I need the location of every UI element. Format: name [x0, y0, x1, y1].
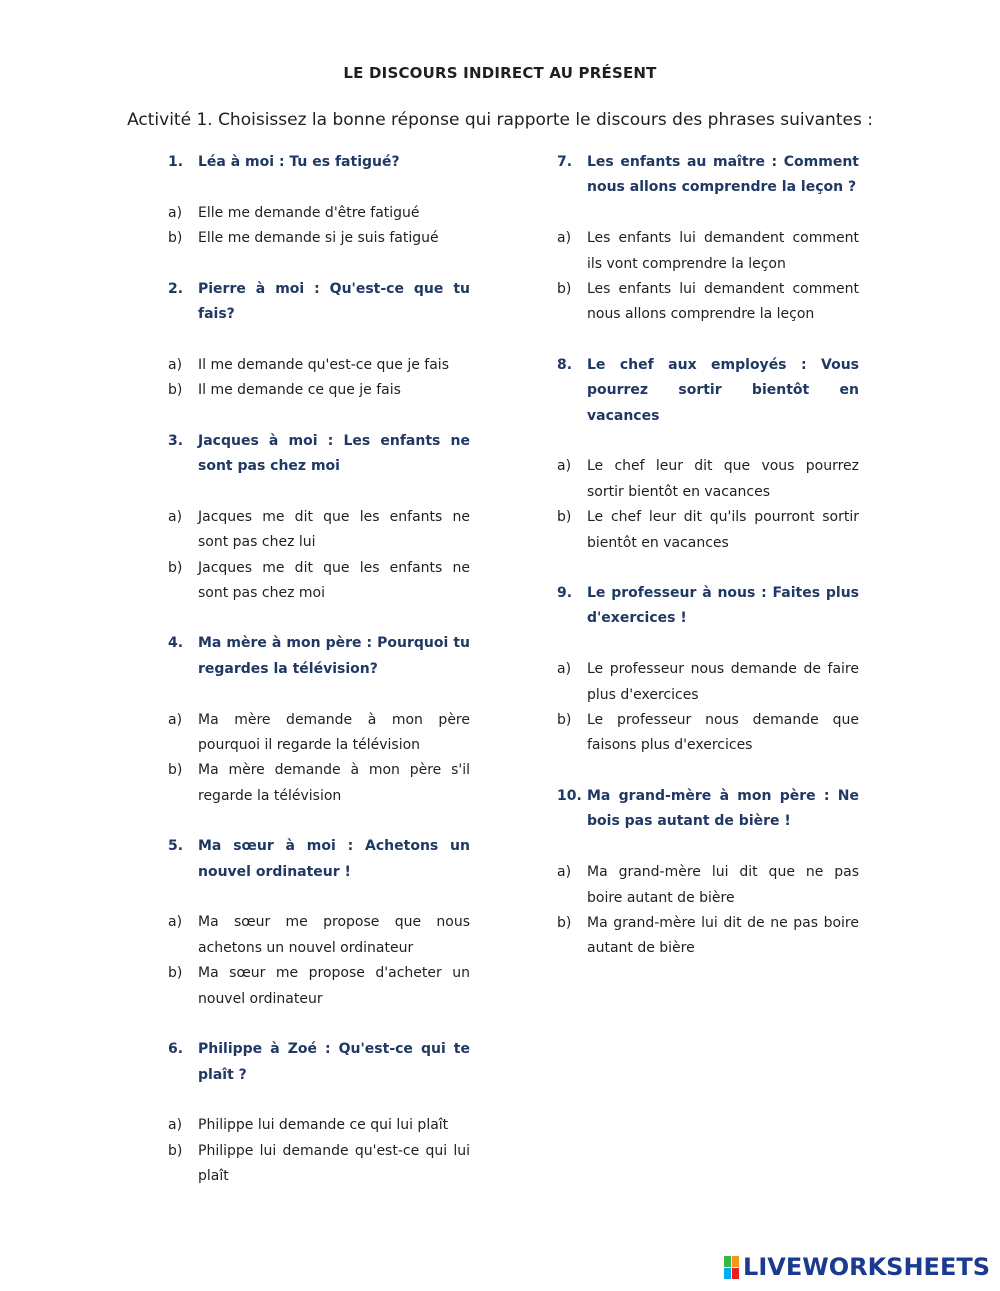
option-b[interactable]: [557, 911, 859, 962]
option-text: Philippe lui demande ce qui lui plaît: [198, 1117, 449, 1134]
option-a[interactable]: [168, 505, 470, 556]
option-b[interactable]: [168, 961, 470, 1012]
logo-block: [724, 1268, 731, 1279]
option-letter: a): [168, 711, 183, 728]
question-number: 10.: [557, 787, 582, 804]
question-heading: [168, 429, 470, 480]
question-block: [557, 581, 859, 759]
question-text: Ma sœur à moi : Achetons un nouvel ordinateur !: [198, 838, 470, 880]
option-a[interactable]: [168, 708, 470, 759]
option-text: Jacques me dit que les enfants ne sont pas chez moi: [198, 559, 470, 602]
option-b[interactable]: [557, 277, 859, 328]
option-a[interactable]: [557, 860, 859, 911]
question-text: Ma grand-mère à mon père : Ne bois pas autant de bière !: [587, 787, 859, 830]
question-block: [168, 1037, 470, 1189]
option-letter: a): [168, 914, 183, 931]
question-number: 7.: [557, 154, 573, 170]
logo-block: [732, 1268, 739, 1279]
question-text: Le chef aux employés : Vous pourrez sortir bientôt en vacances: [587, 356, 859, 424]
question-number: 3.: [168, 432, 184, 449]
question-number: 9.: [557, 585, 573, 602]
option-text: Le professeur nous demande de faire plus d'exercices: [587, 661, 859, 703]
option-b[interactable]: [168, 758, 470, 809]
option-letter: a): [168, 356, 183, 373]
option-letter: a): [168, 508, 183, 525]
activity-instruction: Activité 1. Choisissez la bonne réponse qui rapporte le discours des phrases suivantes :: [127, 110, 873, 130]
option-a[interactable]: [557, 454, 859, 505]
option-letter: a): [557, 864, 572, 881]
question-block: [168, 834, 470, 1012]
logo-block: [732, 1256, 739, 1267]
option-text: Les enfants lui demandent comment nous allons comprendre la leçon: [587, 281, 859, 323]
logo-text: LIVEWORKSHEETS: [743, 1253, 990, 1281]
option-b[interactable]: [168, 1139, 470, 1190]
option-text: Il me demande ce que je fais: [198, 382, 401, 399]
option-b[interactable]: [168, 556, 470, 607]
option-letter: b): [557, 712, 572, 729]
question-block: [168, 277, 470, 404]
question-number: 5.: [168, 838, 184, 855]
option-letter: b): [557, 914, 572, 931]
question-block: [168, 150, 470, 252]
option-text: Ma sœur me propose d'acheter un nouvel ordinateur: [198, 965, 470, 1007]
option-letter: b): [168, 559, 183, 576]
option-letter: b): [168, 762, 183, 779]
question-text: Le professeur à nous : Faites plus d'exercices !: [587, 585, 859, 627]
left-column: [168, 150, 470, 1215]
option-b[interactable]: [557, 708, 859, 759]
question-block: [557, 784, 859, 962]
logo-block: [724, 1256, 731, 1267]
page-title: LE DISCOURS INDIRECT AU PRÉSENT: [343, 64, 657, 82]
question-block: [168, 429, 470, 607]
right-column: [557, 150, 859, 987]
question-number: 2.: [168, 280, 184, 297]
liveworksheets-logo: [724, 1253, 990, 1281]
option-b[interactable]: [168, 378, 470, 403]
question-text: Jacques à moi : Les enfants ne sont pas chez moi: [198, 432, 470, 475]
option-a[interactable]: [557, 657, 859, 708]
option-text: Les enfants lui demandent comment ils vont comprendre la leçon: [587, 230, 859, 272]
question-text: Ma mère à mon père : Pourquoi tu regardes la télévision?: [198, 635, 470, 677]
option-text: Le chef leur dit qu'ils pourront sortir bientôt en vacances: [587, 509, 859, 551]
option-letter: b): [168, 965, 183, 982]
question-heading: [557, 353, 859, 429]
question-text: Philippe à Zoé : Qu'est-ce qui te plaît ?: [198, 1041, 470, 1083]
option-text: Le professeur nous demande que faisons plus d'exercices: [587, 712, 859, 754]
option-letter: a): [557, 230, 572, 247]
question-text: Pierre à moi : Qu'est-ce que tu fais?: [198, 280, 470, 323]
question-heading: [557, 581, 859, 632]
question-heading: [168, 150, 470, 175]
option-letter: a): [168, 204, 183, 221]
question-number: 8.: [557, 356, 573, 373]
question-number: 4.: [168, 635, 184, 652]
question-heading: [168, 277, 470, 328]
option-text: Le chef leur dit que vous pourrez sortir bientôt en vacances: [587, 458, 859, 500]
option-text: Ma grand-mère lui dit de ne pas boire autant de bière: [587, 914, 859, 957]
option-text: Ma mère demande à mon père s'il regarde la télévision: [198, 762, 470, 804]
logo-icon: [724, 1256, 739, 1279]
option-text: Jacques me dit que les enfants ne sont pas chez lui: [198, 508, 470, 551]
option-letter: b): [557, 509, 572, 526]
option-text: Ma grand-mère lui dit que ne pas boire autant de bière: [587, 864, 859, 906]
option-a[interactable]: [168, 1113, 470, 1138]
question-number: 1.: [168, 154, 184, 170]
question-text: Les enfants au maître : Comment nous allons comprendre la leçon ?: [587, 154, 859, 196]
option-letter: b): [168, 230, 183, 247]
option-a[interactable]: [168, 201, 470, 226]
option-text: Philippe lui demande qu'est-ce qui lui plaît: [198, 1142, 470, 1185]
option-letter: b): [168, 1142, 183, 1159]
option-text: Ma mère demande à mon père pourquoi il regarde la télévision: [198, 711, 470, 754]
option-text: Elle me demande d'être fatigué: [198, 204, 420, 221]
option-b[interactable]: [168, 226, 470, 251]
question-text: Léa à moi : Tu es fatigué?: [198, 154, 400, 170]
option-text: Ma sœur me propose que nous achetons un nouvel ordinateur: [198, 914, 470, 956]
question-heading: [557, 150, 859, 201]
question-block: [557, 150, 859, 328]
option-letter: b): [168, 382, 183, 399]
option-text: Il me demande qu'est-ce que je fais: [198, 356, 449, 373]
option-letter: a): [557, 661, 572, 678]
question-heading: [168, 631, 470, 682]
option-letter: a): [168, 1117, 183, 1134]
question-heading: [168, 1037, 470, 1088]
question-heading: [168, 834, 470, 885]
option-a[interactable]: [168, 353, 470, 378]
question-number: 6.: [168, 1041, 184, 1058]
option-text: Elle me demande si je suis fatigué: [198, 230, 439, 247]
option-letter: a): [557, 458, 572, 475]
question-heading: [557, 784, 859, 835]
option-a[interactable]: [557, 226, 859, 277]
option-b[interactable]: [557, 505, 859, 556]
question-block: [557, 353, 859, 556]
option-a[interactable]: [168, 910, 470, 961]
question-block: [168, 631, 470, 809]
option-letter: b): [557, 281, 572, 298]
